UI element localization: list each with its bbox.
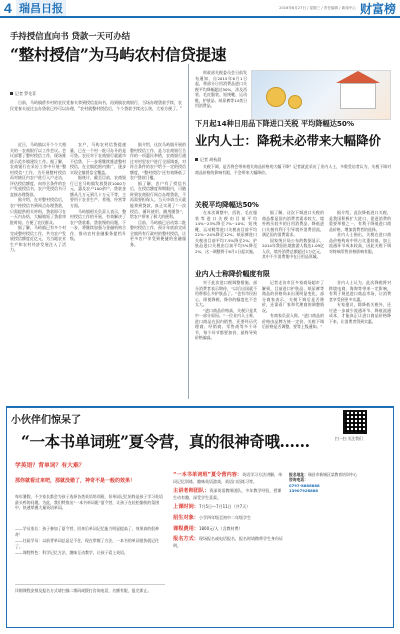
ad-divider xyxy=(15,584,165,585)
paragraph: 据介绍，这次马屿镇开展的整村授信工作，是与农商银行合作的一项惠民举措，农商银行通过对村里农户进行全面调查，对符合条件的农户给予一定的授信额度，“整村授信”还有效降低了农户贷款门槛。 xyxy=(130,142,186,181)
article2-photo xyxy=(251,70,391,120)
paragraph: 业内人士指出，关税在进口商品价格构成中所占比重较低，加上流通环节成本较高，因此关税下调对终端零售价格影响有限。 xyxy=(329,232,391,254)
info-text: 资深英语教师团队，多年教学经验，授课生动有趣，深受学生喜爱。 xyxy=(173,488,282,500)
ad-contact xyxy=(289,472,389,494)
article2-intro-text xyxy=(195,164,391,175)
paragraph: 关税下调，是否将会带来相关商品价格的大幅下降？记者就此采访了业内人士，多数受访者认为，关税下调对商品价格的影响有限，不会带来大幅降价。 xyxy=(195,164,391,175)
ad-intro-paragraph: 每年暑假，不少家长都会为孩子选择各类英语培训班，但单词记忆始终是孩子学习英语最头疼的问题。为此，我们特推出“一本书单词班”夏令营，让孩子在轻松愉快的氛围中，快速掌握大量英语单词。 xyxy=(15,494,163,511)
article1-column-1 xyxy=(10,142,66,253)
article1-column-2 xyxy=(70,142,126,242)
article2-sub1-col-2 xyxy=(262,210,324,260)
info-item xyxy=(173,536,283,548)
ad-question-sub: 那你就看过来吧，那就没错了，神奇不是一般的效果！ xyxy=(15,478,136,484)
paragraph: 有商家负责人称，“进口商品的价格由品牌方统一定价，关税下调后价格是否调整，要等上级通知。” xyxy=(262,313,324,330)
masthead xyxy=(0,0,400,18)
ad-question: 学英语？背单词？有大难？ xyxy=(15,463,85,469)
qr-caption: 扫一扫 关注我们 xyxy=(335,436,363,441)
paragraph: 目前，马屿镇已启动第二批整村授信工作，预计年底前完成全镇所有行政村的整村授信，让更多农户享受到便捷的金融服务。 xyxy=(130,219,186,247)
column-divider xyxy=(188,64,189,399)
info-text: 1800元/人（含教材费） xyxy=(198,525,243,531)
house-roof-illustration xyxy=(336,71,380,83)
qr-code-icon[interactable] xyxy=(343,410,367,434)
info-text: 现场报名或电话报名，报名时请携带学生身份证明。 xyxy=(173,536,283,548)
article2-sub2-col-2 xyxy=(262,280,324,330)
paragraph: 对于此次进口税调整措施，部分消费者表示期待，“以后出国就不用带那么多护肤品了。”也有市民担心，即使降税，降价的幅度也不会太大。 xyxy=(195,280,257,308)
ad-info xyxy=(173,472,283,552)
contact-phone[interactable]: 13907928888 xyxy=(289,488,319,494)
masthead-meta: 2016年6月27日 / 星期三 / 责任编辑 / 新闻中心 xyxy=(279,5,356,10)
paragraph: 农户，马屿农村信贷提速量，已在一个村一批可办开的是可贷。农民对于农商银行就就市不信贷，下一步将继续推进整村授信，在全镇范围内推广，逐步实现全镇授信全覆盖。 xyxy=(70,142,126,175)
article1-headline: “整村授信”为马屿农村信贷提速 xyxy=(10,45,227,64)
info-item xyxy=(173,526,283,533)
info-item xyxy=(173,488,283,500)
ad-intro xyxy=(15,494,165,512)
info-text: 小学四年级至初中二年级学生 xyxy=(198,514,251,520)
info-label: 报名方式： xyxy=(173,536,199,543)
paragraph: 马屿镇相关负责人表示，整村授信工作的开展，有效解决了农户贷款难、贷款慢的问题，下一步，将继续加强与金融机构合作，推动农村金融服务提档升级。 xyxy=(70,208,126,242)
article1-byline: 记者 罗先菲 xyxy=(10,91,36,97)
paragraph: 据统计，截至目前，农商银行已在马屿镇发放贷款1000万元，惠及农户100余户，贷款金额从几万元到几十万元不等，主要用于农业生产、养殖、经营等方面。 xyxy=(70,175,126,209)
paper-name: 瑞昌日报 xyxy=(16,0,66,16)
info-text: 7月5日—7月11日（共7天） xyxy=(198,504,251,510)
summer-camp-ad xyxy=(6,406,394,628)
info-item xyxy=(173,515,283,522)
testimonial-item: ——往届学员：以前背单词总是记不住，现在掌握了方法，一本书的单词很快就记住了。 xyxy=(15,538,159,549)
article1-lead-paragraph: 日前，马屿镇侨乡村的农民党春夫拿到授信直向书，再到镇农商银行，当场办理贷款手续，农民党春夫说过去办贷款已经可以办理，“农村就整村授信后，个个贷款手续这么快，大家方便了。” xyxy=(10,100,183,111)
article2-sub1-col-3 xyxy=(329,210,391,254)
article1-kicker: 手持授信直向书 贷款一天可办结 xyxy=(10,31,131,41)
paragraph: 据了解，这次下调进口关税的商品都是国内消费者需求较大、境外购买较多的日用消费品，降低进口关税有利于引导境外消费回流，满足国内消费需求。 xyxy=(262,210,324,238)
paragraph: 财政部关税委员会日前发布通知，自2015年6月1日起，将部分日用消费品进口关税平均降幅超过50%，涉及西装、毛皮服装、短统靴、运动鞋、护肤品、纸尿裤等14类日用消费品。 xyxy=(195,70,247,109)
paragraph: 据了解，农户有了授信书后，在授信额度和期限内，可随时到农商银行网点办理贷款，不再需要担保人。当天申请当天就能拿到贷款，真正实现了“一次授信、循环使用、随用随贷”，给农户带来了极大的便利。 xyxy=(130,180,186,220)
info-label: 上课时间： xyxy=(173,504,199,511)
info-item xyxy=(173,504,283,511)
article2-sub1-col-1 xyxy=(195,210,257,254)
contact-phone[interactable]: 0797-8888888 xyxy=(289,482,320,488)
article2-kicker: 下月起14种日用品下降进口关税 平均降幅达50% xyxy=(195,119,355,128)
page-number: 4 xyxy=(4,0,12,16)
testimonial-item: ——课程特色：科学记忆方法，趣味互动教学，让孩子爱上英语。 xyxy=(15,550,128,556)
coin-illustration xyxy=(288,95,302,109)
info-label: 主讲老师团队： xyxy=(173,488,210,495)
contact-label: 报名地址： xyxy=(289,472,308,477)
article1-column-3 xyxy=(130,142,186,247)
ad-footer-text: 详细课程安排及报名方式请扫描二维码或拨打咨询电话，名额有限，报完即止。 xyxy=(15,588,152,593)
paragraph: 据介绍，此次降低进口关税，是我国积极扩大进口、促进消费的重要举措之一，有利于降低进口商品价格，增加消费者的选择。 xyxy=(329,210,391,232)
article2-byline: 记者 胡杭晨 xyxy=(195,157,221,163)
paragraph: 国家统计局公布的数据显示，2014年我国出境旅游人数达1.09亿人次，境外消费总额超过1万亿元，其中不少消费集中在日用品领域。 xyxy=(262,237,324,260)
testimonial-item: ——学员家长：孩子参加了夏令营，回来后单词记忆能力明显提高了，效果真的很神奇！ xyxy=(15,526,159,537)
section-title: 财富榜 xyxy=(359,1,396,16)
paragraph: 记者走访市区多家商场超市了解到，目前进口护肤品、纸尿裤等商品的价格尚未出现明显变化，部分商家表示，关税下调后是否降价，还需看厂家和代理商的调整情况。 xyxy=(262,280,324,313)
ad-footer xyxy=(15,588,165,595)
house-illustration xyxy=(340,83,376,109)
coin-illustration xyxy=(266,87,286,107)
article2-headline: 业内人士：降税未必带来大幅降价 xyxy=(195,133,381,148)
paragraph: 业内人士认为，此次降税将对跨境电商、海淘等带来一定影响，有利于规范进口商品市场，让消费者享受到更多实惠。 xyxy=(329,280,391,302)
info-label: 招生对象： xyxy=(173,514,199,521)
paragraph: 据了解，马屿镇已有多个村完成整村授信工作，共为农户发放授信额度近亿元，为当地农业生产和农村经济发展注入了活力。 xyxy=(10,225,66,253)
paragraph: 近日，马屿镇以开个个大相关的一农商银行以工作会议。会议部署了整村授信工作，现场推进示范乡镇建设工作。据了解，农商银行在采访工作中开展“整村授信”工作，为开展整村授信而对辖区内农户进行入户走访，评估授信额度，向符合条件的农户发放授信书，农户凭授信书可直接办理贷款。 xyxy=(10,142,66,197)
article2-subhead-1: 关税平均降幅达50% xyxy=(195,201,259,209)
article1-lead xyxy=(10,100,185,113)
paragraph: 据介绍，在对整村授信后，农户持授信书到网点办理贷款，只需提供相关材料，贷款即可在一天内办结，大幅缩短了贷款审批时间，方便了农民群众。 xyxy=(10,197,66,225)
info-text: 英语学习方法讲解，单词记忆训练，趣味英语游戏，英语口语练习等。 xyxy=(173,472,283,484)
info-label: “一本书单词班”夏令营内容： xyxy=(173,472,243,478)
article2-sub2-col-1 xyxy=(195,280,257,341)
info-item xyxy=(173,472,283,484)
info-label: 课程费用： xyxy=(173,525,199,532)
paragraph: “进口商品价格高，关税只是其中一部分原因。”一位业内人士称，进口商品在国内销售，还要经历代理商、经销商、零售商等多个环节，每个环节都要加价，最终导致价格偏高。 xyxy=(195,307,257,341)
ad-title-small: 小伙伴们惊呆了 xyxy=(11,415,81,426)
contact-label: 咨询电话： xyxy=(289,477,308,483)
paragraph: 在本次调整中，西装、毛皮服装等进口关税由目前平均14%~23%降至7%~10%；短统靴、运动鞋等进口关税由目前平均22%~24%降至12%；纸尿裤进口关税由目前平均7.5%降至2%；护肤品进口关税由目前平均5%降至2%，这一调整将于6月1日起实施。 xyxy=(195,210,257,254)
ad-testimonials xyxy=(15,526,165,557)
article2-subhead-2: 业内人士称降价幅度有限 xyxy=(195,270,270,278)
paragraph: 专家建议，除降低关税外，还应进一步减少流通环节、降低流通成本，才能真正让进口商品价格降下来，让消费者得到实惠。 xyxy=(329,302,391,324)
contact-address: 瑞昌市新城区某教育培训中心 xyxy=(307,472,358,477)
article2-intro-col-1 xyxy=(195,70,247,109)
article2-sub2-col-3 xyxy=(329,280,391,324)
ad-title-main: “一本书单词班”夏令营，真的很神奇哦…… xyxy=(21,433,310,451)
